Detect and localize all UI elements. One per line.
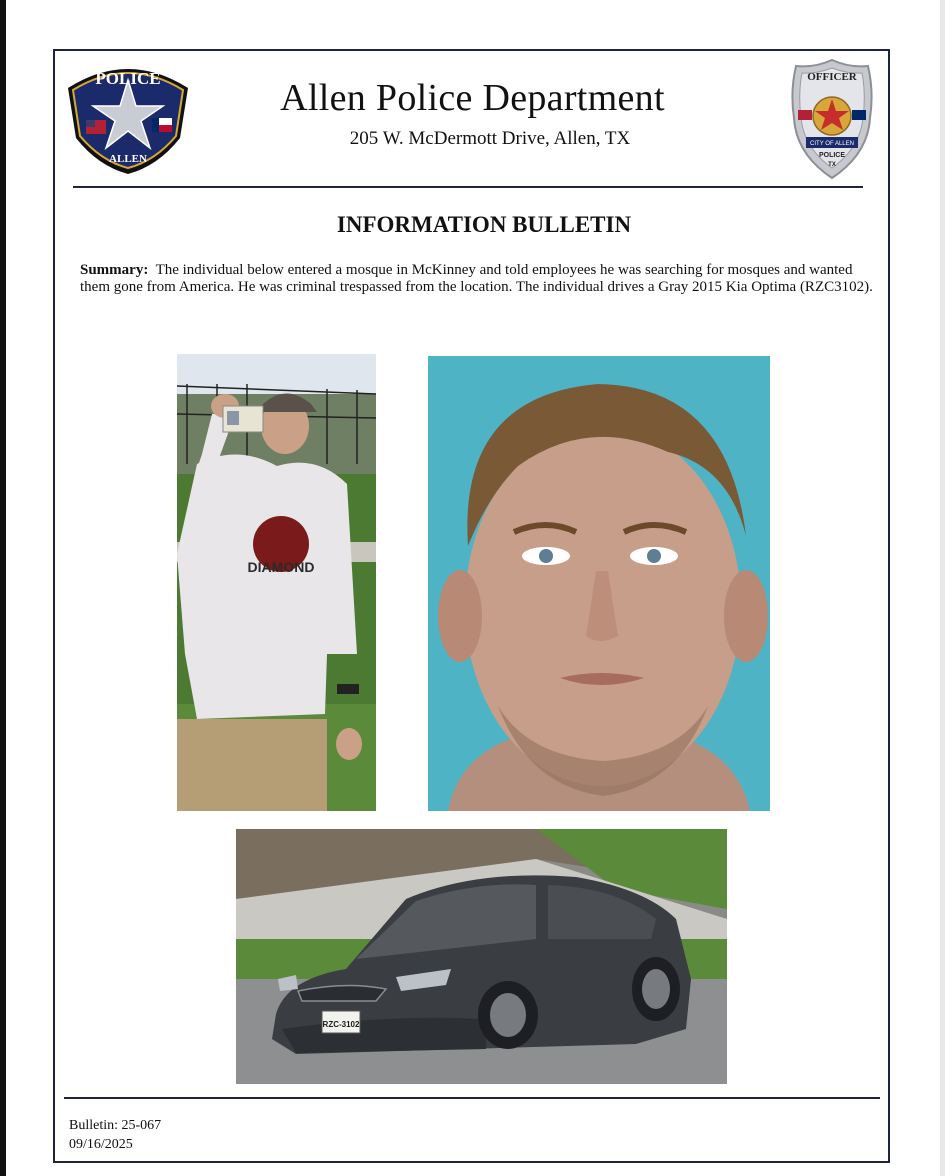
shirt-graphic-text: DIAMOND	[247, 559, 315, 575]
bulletin-date: 09/16/2025	[69, 1137, 133, 1152]
license-plate-text: RZC-3102	[322, 1020, 360, 1029]
subject-mugshot-photo	[428, 356, 770, 811]
department-title: Allen Police Department	[280, 77, 665, 119]
bulletin-heading: INFORMATION BULLETIN	[336, 212, 632, 237]
summary-paragraph	[80, 262, 880, 296]
badge-ribbon-text: CITY OF ALLEN	[810, 141, 854, 147]
patch-top-text: POLICE	[95, 69, 161, 88]
badge-top-text: OFFICER	[807, 71, 857, 83]
page-edge-left	[0, 0, 6, 1176]
subject-full-body-photo	[177, 354, 376, 811]
footer-divider	[64, 1097, 880, 1099]
badge-state-text: TX	[828, 162, 836, 168]
patch-bottom-text: ALLEN	[109, 153, 147, 165]
bulletin-number: Bulletin: 25-067	[69, 1118, 162, 1133]
header-divider	[73, 186, 863, 188]
summary-label: Summary:	[80, 262, 149, 278]
page-edge-right	[940, 0, 945, 1176]
summary-text: The individual below entered a mosque in McKinney and told employees he was searching for mosques and wanted them gone from America. He was criminal trespassed from the location. The individual drives a Gray 2015 Kia Optima (RZC3102).	[80, 262, 873, 295]
vehicle-photo	[236, 829, 727, 1084]
badge-bottom-text: POLICE	[818, 152, 846, 159]
department-address: 205 W. McDermott Drive, Allen, TX	[349, 128, 631, 149]
